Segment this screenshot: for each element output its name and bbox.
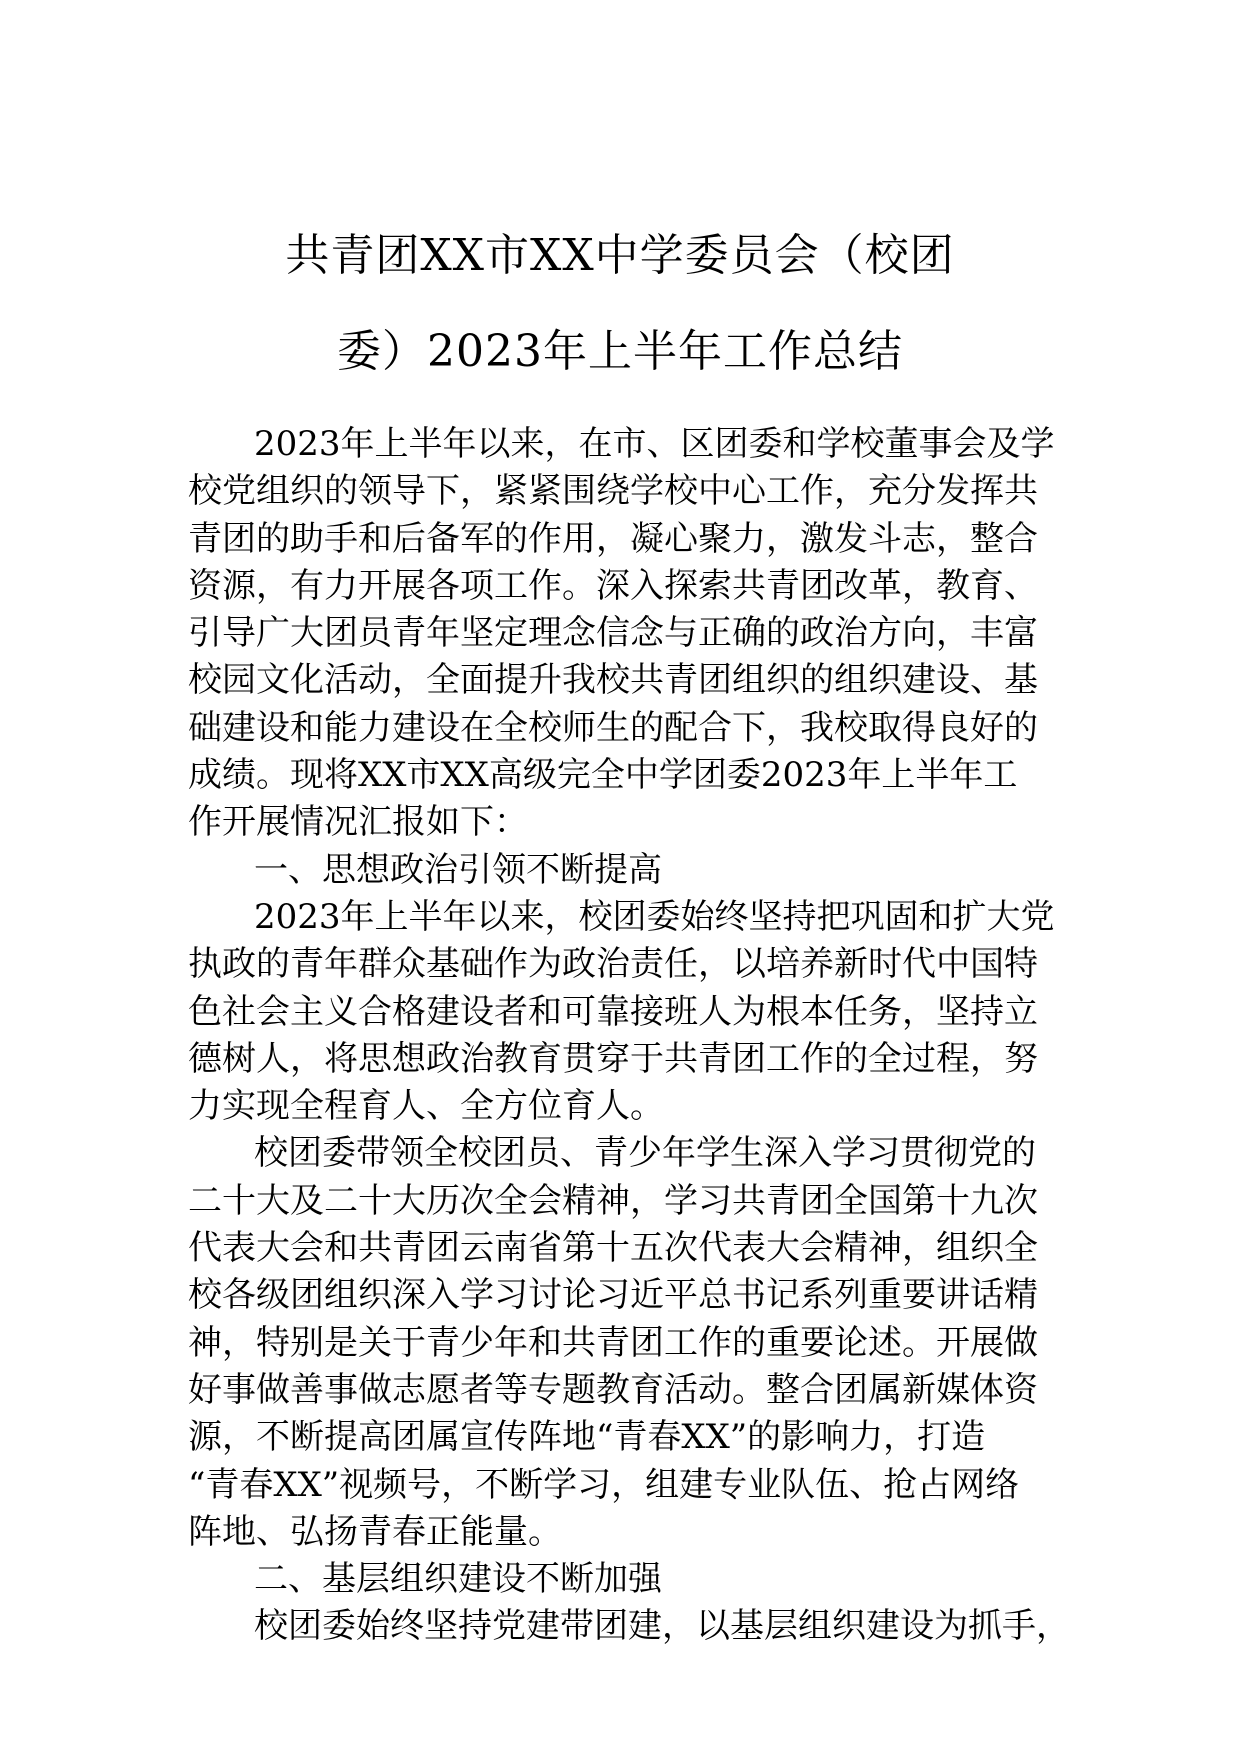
paragraph-1-line: 成绩。现将XX市XX高级完全中学团委2023年上半年工 xyxy=(188,755,1018,796)
paragraph-1-line: 作开展情况汇报如下： xyxy=(188,802,528,843)
paragraph-1-line: 引导广大团员青年坚定理念信念与正确的政治方向，丰富 xyxy=(188,613,1038,654)
paragraph-3-line: 二十大及二十大历次全会精神，学习共青团全国第十九次 xyxy=(188,1180,1038,1221)
paragraph-2-line: 2023年上半年以来，校团委始终坚持把巩固和扩大党 xyxy=(254,896,1055,937)
paragraph-1-line: 资源，有力开展各项工作。深入探索共青团改革，教育、 xyxy=(188,565,1038,606)
paragraph-3-line: 好事做善事做志愿者等专题教育活动。整合团属新媒体资 xyxy=(188,1369,1038,1410)
paragraph-3-line: “青春XX”视频号，不断学习，组建专业队伍、抢占网络 xyxy=(188,1464,1020,1505)
paragraph-1-line: 青团的助手和后备军的作用，凝心聚力，激发斗志，整合 xyxy=(188,518,1038,559)
paragraph-4-line: 校团委始终坚持党建带团建，以基层组织建设为抓手， xyxy=(254,1606,1070,1647)
section-heading-2: 二、基层组织建设不断加强 xyxy=(254,1559,662,1600)
paragraph-2-line: 执政的青年群众基础作为政治责任，以培养新时代中国特 xyxy=(188,944,1038,985)
paragraph-1-line: 2023年上半年以来，在市、区团委和学校董事会及学 xyxy=(254,424,1055,464)
paragraph-2-line: 色社会主义合格建设者和可靠接班人为根本任务，坚持立 xyxy=(188,991,1038,1032)
paragraph-3-line: 神，特别是关于青少年和共青团工作的重要论述。开展做 xyxy=(188,1322,1038,1363)
paragraph-3-line: 源，不断提高团属宣传阵地“青春XX”的影响力，打造 xyxy=(188,1417,986,1458)
paragraph-2-line: 德树人，将思想政治教育贯穿于共青团工作的全过程，努 xyxy=(188,1038,1038,1079)
document-title xyxy=(220,208,1020,400)
section-heading-1: 一、思想政治引领不断提高 xyxy=(254,849,662,890)
paragraph-3-line: 校团委带领全校团员、青少年学生深入学习贯彻党的 xyxy=(254,1133,1036,1174)
title-line-2: 委）2023年上半年工作总结 xyxy=(337,326,903,377)
paragraph-1-line: 校党组织的领导下，紧紧围绕学校中心工作，充分发挥共 xyxy=(188,471,1038,512)
document-body xyxy=(188,421,1070,1651)
paragraph-1-line: 校园文化活动，全面提升我校共青团组织的组织建设、基 xyxy=(188,660,1038,701)
paragraph-2-line: 力实现全程育人、全方位育人。 xyxy=(188,1086,664,1127)
paragraph-1-line: 础建设和能力建设在全校师生的配合下，我校取得良好的 xyxy=(188,707,1038,748)
paragraph-3-line: 校各级团组织深入学习讨论习近平总书记系列重要讲话精 xyxy=(188,1275,1038,1316)
paragraph-3-line: 阵地、弘扬青春正能量。 xyxy=(188,1511,562,1552)
title-line-1: 共青团XX市XX中学委员会（校团 xyxy=(285,230,955,281)
paragraph-3-line: 代表大会和共青团云南省第十五次代表大会精神，组织全 xyxy=(188,1228,1038,1269)
